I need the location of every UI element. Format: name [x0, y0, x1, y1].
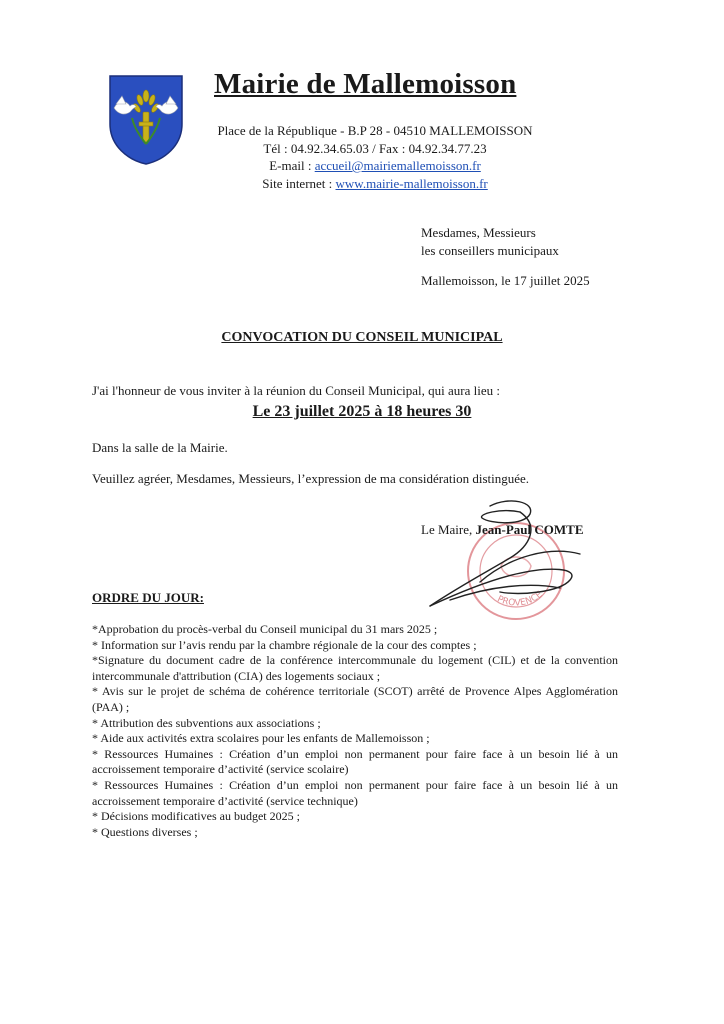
handwritten-signature [420, 496, 600, 614]
mayor-role: Le Maire, [421, 522, 476, 537]
page-title: Mairie de Mallemoisson [214, 68, 517, 100]
invitation-text: J'ai l'honneur de vous inviter à la réunion du Conseil Municipal, qui aura lieu : [92, 383, 500, 398]
email-line [170, 157, 580, 175]
closing-text: Veuillez agréer, Mesdames, Messieurs, l’expression de ma considération distinguée. [92, 471, 530, 486]
date-line: Mallemoisson, le 17 juillet 2025 [421, 273, 590, 288]
recipient-line-2: les conseillers municipaux [421, 243, 559, 258]
agenda-title: ORDRE DU JOUR: [92, 590, 204, 605]
website-link[interactable]: www.mairie-mallemoisson.fr [335, 175, 488, 191]
meeting-location: Dans la salle de la Mairie. [92, 440, 228, 455]
email-link[interactable]: accueil@mairiemallemoisson.fr [314, 158, 481, 173]
mayor-name: Jean-Paul COMTE [475, 522, 584, 537]
agenda-item: * Ressources Humaines : Création d’un emploi non permanent pour faire face à un besoin lié à un accroissement temporaire d’activité (service scolaire) [92, 746, 618, 777]
agenda-item: * Aide aux activités extra scolaires pour les enfants de Mallemoisson ; [92, 731, 430, 746]
recipient-line-1: Mesdames, Messieurs [421, 225, 536, 240]
agenda-item: * Ressources Humaines : Création d’un emploi non permanent pour faire face à un besoin lié à un accroissement temporaire d’activité (service technique) [92, 777, 618, 808]
agenda-item: * Attribution des subventions aux associations ; [92, 715, 321, 730]
agenda-item: * Avis sur le projet de schéma de cohérence territoriale (SCOT) arrêté de Provence Alpes Agglomération (PAA) ; [92, 684, 618, 714]
agenda-item: *Approbation du procès-verbal du Conseil municipal du 31 mars 2025 ; [92, 622, 438, 636]
recipient-block [421, 224, 559, 260]
agenda-item: * Information sur l’avis rendu par la chambre régionale de la cour des comptes ; [92, 637, 477, 652]
website-line [170, 175, 580, 193]
address-line: Place de la République - B.P 28 - 04510 MALLEMOISSON [217, 123, 533, 138]
document-heading: CONVOCATION DU CONSEIL MUNICIPAL [221, 330, 503, 345]
agenda-item: * Décisions modificatives au budget 2025 ; [92, 809, 300, 824]
agenda-list [92, 622, 618, 840]
email-label: E-mail : [269, 158, 315, 173]
phone-line: Tél : 04.92.34.65.03 / Fax : 04.92.34.77.23 [263, 140, 487, 156]
contact-block [170, 122, 580, 192]
meeting-date: Le 23 juillet 2025 à 18 heures 30 [252, 403, 472, 420]
website-label: Site internet : [262, 175, 336, 191]
svg-text:PROVENCE: PROVENCE [495, 589, 545, 609]
agenda-item: * Questions diverses ; [92, 824, 198, 839]
agenda-item: *Signature du document cadre de la conférence intercommunale du logement (CIL) et de la convention intercommunale d'attribution (CIA) des logements sociaux ; [92, 653, 618, 683]
